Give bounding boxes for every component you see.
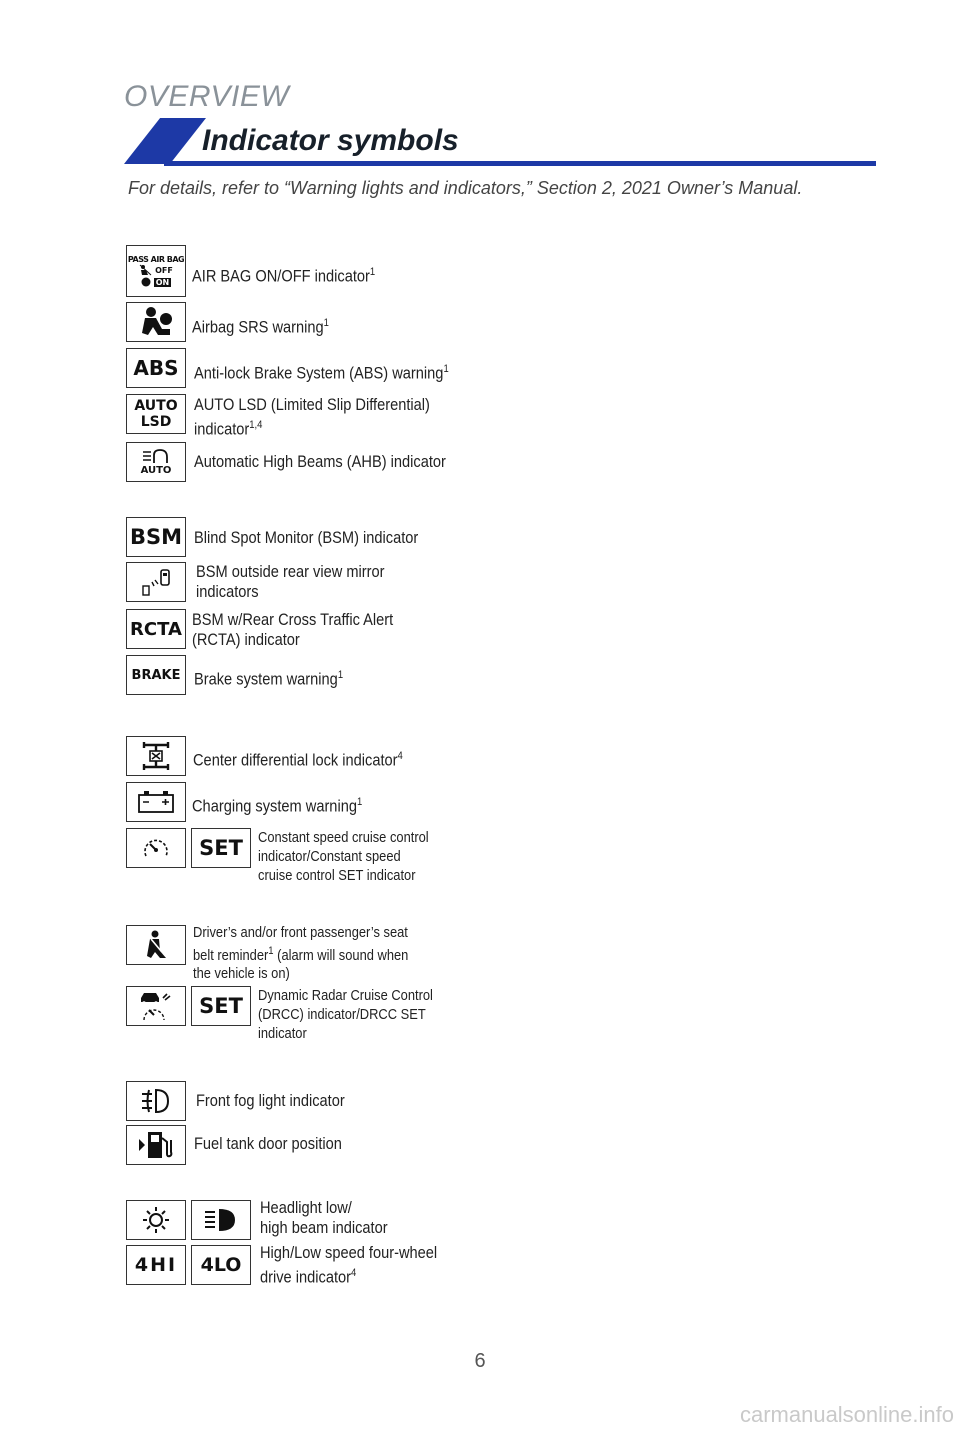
auto-lsd-text2: indicator [194,419,250,439]
four-lo-icon [191,1245,251,1285]
airbag-srs-label [192,313,329,338]
drcc-text3: indicator [258,1025,307,1042]
radar-car-icon [136,989,176,1023]
drcc-icon [126,986,186,1026]
headlight-text1: Headlight low/ [260,1198,352,1217]
auto-lsd-line1: AUTO [134,398,178,414]
title-rule [164,161,876,166]
headlight-low-icon [126,1200,186,1240]
auto-lsd-label [194,395,430,440]
abs-icon-text: ABS [133,356,179,380]
rcta-icon-text: RCTA [130,618,182,640]
high-beam-icon [191,1200,251,1240]
page-title: Indicator symbols [202,124,459,157]
speedometer-icon [140,834,172,862]
drcc-set-text: SET [199,994,243,1018]
seatbelt-text2b: (alarm will sound when [273,947,409,964]
fuel-label: Fuel tank door position [194,1134,342,1153]
airbag-srs-sup: 1 [323,317,329,329]
drcc-text2: (DRCC) indicator/DRCC SET [258,1006,426,1023]
intro-text: For details, refer to “Warning lights and indicators,” Section 2, 2021 Owner’s Manual. [128,178,803,198]
airbag-onoff-label [192,262,375,287]
abs-sup: 1 [443,363,449,375]
mirror-cars-icon [134,566,178,598]
auto-lsd-icon [126,394,186,434]
bsm-icon-text: BSM [129,525,183,549]
tail-light-sun-icon [139,1204,173,1236]
brake-sup: 1 [337,669,344,681]
title-stripe [124,118,206,164]
rcta-icon [126,609,186,649]
cruise-text3: cruise control SET indicator [258,867,416,884]
center-diff-text: Center differential lock indicator [193,750,398,770]
abs-label [194,359,449,384]
drcc-label [258,986,433,1043]
headlight-auto-icon [141,449,171,465]
headlight-text2: high beam indicator [260,1218,388,1237]
cruise-label [258,828,429,885]
rcta-label [192,610,393,650]
seatbelt-text3: the vehicle is on) [193,965,290,982]
four-hi-text: 4HI [134,1254,178,1276]
four-wd-sup: 4 [351,1267,357,1279]
drivetrain-lock-icon [138,739,174,773]
fuel-pump-icon [136,1128,176,1162]
four-wd-text1: High/Low speed four-wheel [260,1243,438,1262]
seatbelt-sup: 1 [268,945,274,957]
airbag-onoff-icon [126,245,186,297]
airbag-srs-text: Airbag SRS warning [192,317,324,337]
bsm-mirror-text1: BSM outside rear view mirror [196,562,385,581]
airbag-onoff-text: AIR BAG ON/OFF indicator [192,266,370,286]
brake-label [194,665,343,690]
airbag-off-label: OFF [155,265,173,275]
watermark: carmanualsonline.info [739,1402,954,1427]
four-hi-icon [126,1245,186,1285]
center-diff-label [193,746,403,771]
ahb-auto-text: AUTO [140,464,172,476]
cruise-set-icon [191,828,251,868]
airbag-onoff-sup: 1 [369,266,376,278]
seated-person-airbag-icon [136,305,176,339]
ahb-label: Automatic High Beams (AHB) indicator [194,452,446,471]
airbag-on-row [141,277,172,287]
center-diff-sup: 4 [397,750,403,762]
seatbelt-text1: Driver’s and/or front passenger’s seat [193,924,408,941]
rcta-text2: (RCTA) indicator [192,630,300,649]
airbag-on-person-icon [141,277,151,287]
fuel-icon [126,1125,186,1165]
abs-text: Anti-lock Brake System (ABS) warning [194,363,444,383]
seatbelt-text2a: belt reminder [193,947,269,964]
auto-lsd-sup: 1,4 [249,419,263,431]
cruise-set-text: SET [199,836,243,860]
bsm-label: Blind Spot Monitor (BSM) indicator [194,528,419,547]
charging-text: Charging system warning [192,796,357,816]
fog-light-icon [138,1086,174,1116]
drcc-text1: Dynamic Radar Cruise Control [258,987,433,1004]
four-wd-label [260,1243,437,1288]
brake-icon [126,655,186,695]
fog-icon [126,1081,186,1121]
abs-icon [126,348,186,388]
page-number: 6 [474,1350,486,1372]
high-beam-lamp-icon [201,1206,241,1234]
cruise-text2: indicator/Constant speed [258,848,401,865]
center-diff-icon [126,736,186,776]
auto-lsd-line2: LSD [140,414,172,430]
bsm-icon [126,517,186,557]
airbag-off-row [139,264,173,276]
cruise-icon [126,828,186,868]
seatbelt-label [193,924,408,983]
fog-label: Front fog light indicator [196,1091,345,1110]
auto-lsd-text1: AUTO LSD (Limited Slip Differential) [194,395,430,414]
airbag-on-label: ON [155,277,170,287]
brake-icon-text: BRAKE [131,667,181,683]
four-wd-text2: drive indicator [260,1267,352,1287]
section-label: OVERVIEW [124,80,290,113]
battery-icon [136,789,176,815]
brake-text: Brake system warning [194,669,338,689]
seatbelt-icon [126,925,186,965]
drcc-set-icon [191,986,251,1026]
charging-sup: 1 [356,796,363,808]
charging-label [192,792,362,817]
four-lo-text: 4LO [200,1254,242,1276]
airbag-srs-icon [126,302,186,342]
bsm-mirror-icon [126,562,186,602]
airbag-pass-label: PASS AIR BAG [127,255,185,264]
cruise-text1: Constant speed cruise control [258,829,429,846]
airbag-off-person-icon [139,264,153,276]
headlight-label [260,1198,388,1238]
bsm-mirror-label [196,562,384,602]
seatbelt-person-icon [140,929,172,961]
ahb-icon [126,442,186,482]
bsm-mirror-text2: indicators [196,582,259,601]
rcta-text1: BSM w/Rear Cross Traffic Alert [192,610,394,629]
charging-icon [126,782,186,822]
